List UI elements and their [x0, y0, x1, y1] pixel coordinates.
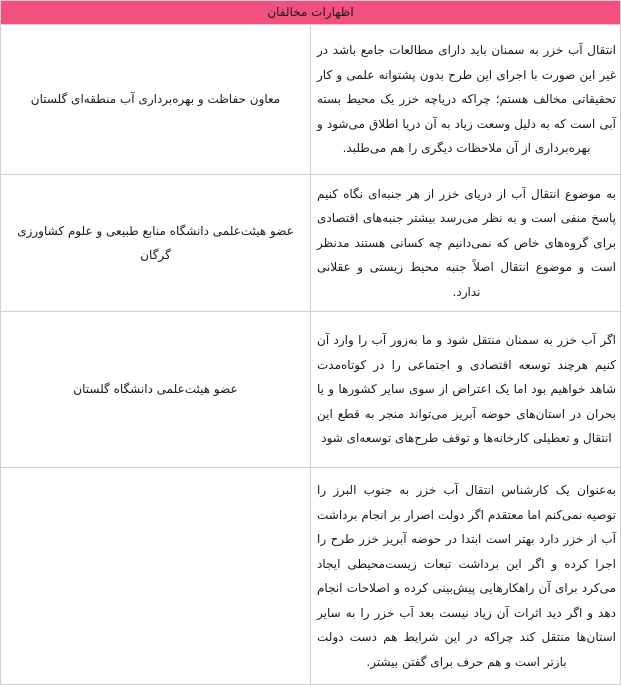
statement-cell: به موضوع انتقال آب از دریای خزر از هر جنبه‌ای نگاه کنیم پاسخ منفی است و به نظر می‌رسد بیشتر جنبه‌های اقتصادی برای گروه‌های خاص که نمی‌دانیم چه کسانی هستند مدنظر است و موضوع انتقال اصلاً جنبه محیط زیستی و عقلانی ندارد. — [311, 175, 621, 312]
table-header-row — [1, 1, 621, 25]
role-cell: عضو هیئت‌علمی دانشگاه گلستان — [1, 312, 311, 468]
role-cell: معاون حفاظت و بهره‌برداری آب منطقه‌ای گلستان — [1, 25, 311, 175]
table-row — [1, 312, 621, 468]
table-row — [1, 25, 621, 175]
role-cell: عضو هیئت‌علمی دانشگاه منابع طبیعی و علوم کشاورزی گرگان — [1, 175, 311, 312]
role-cell — [1, 468, 311, 685]
table-row — [1, 468, 621, 685]
table-header-title: اظهارات مخالفان — [1, 1, 621, 25]
statement-cell: به‌عنوان یک کارشناس انتقال آب خزر به جنوب البرز را توصیه نمی‌کنم اما معتقدم اگر دولت اصرار بر انجام برداشت آب از خزر دارد بهتر است ابتدا در حوضه آبریز خزر طرح را اجرا کرده و اگر این برداشت تبعات زیست‌محیطی ایجاد می‌کرد برای آن راهکارهایی پیش‌بینی کرده و اصلاحات انجام دهد و اگر دید اثرات آن زیاد نیست بعد آب خزر را به سایر استان‌ها منتقل کند چراکه در این شرایط هم دست دولت بازتر است و هم حرف برای گفتن بیشتر. — [311, 468, 621, 685]
statement-cell: اگر آب خزر به سمنان منتقل شود و ما به‌زور آب را وارد آن کنیم هرچند توسعه اقتصادی و اجتماعی را در کوتاه‌مدت شاهد خواهیم بود اما یک اعتراض از سوی سایر کشورها و یا بحران در استان‌های حوضه آبریز می‌تواند منجر به قطع این انتقال و تعطیلی کارخانه‌ها و توقف طرح‌های توسعه‌ای شود — [311, 312, 621, 468]
statement-cell: انتقال آب خزر به سمنان باید دارای مطالعات جامع باشد در غیر این صورت با اجرای این طرح بدون پشتوانه علمی و کار تحقیقاتی مخالف هستم؛ چراکه دریاچه خزر یک محیط بسته آبی است که به دلیل وسعت زیاد به آن دریا اطلاق می‌شود و بهره‌برداری از آن ملاحظات دیگری را هم می‌طلبد. — [311, 25, 621, 175]
table-row — [1, 175, 621, 312]
